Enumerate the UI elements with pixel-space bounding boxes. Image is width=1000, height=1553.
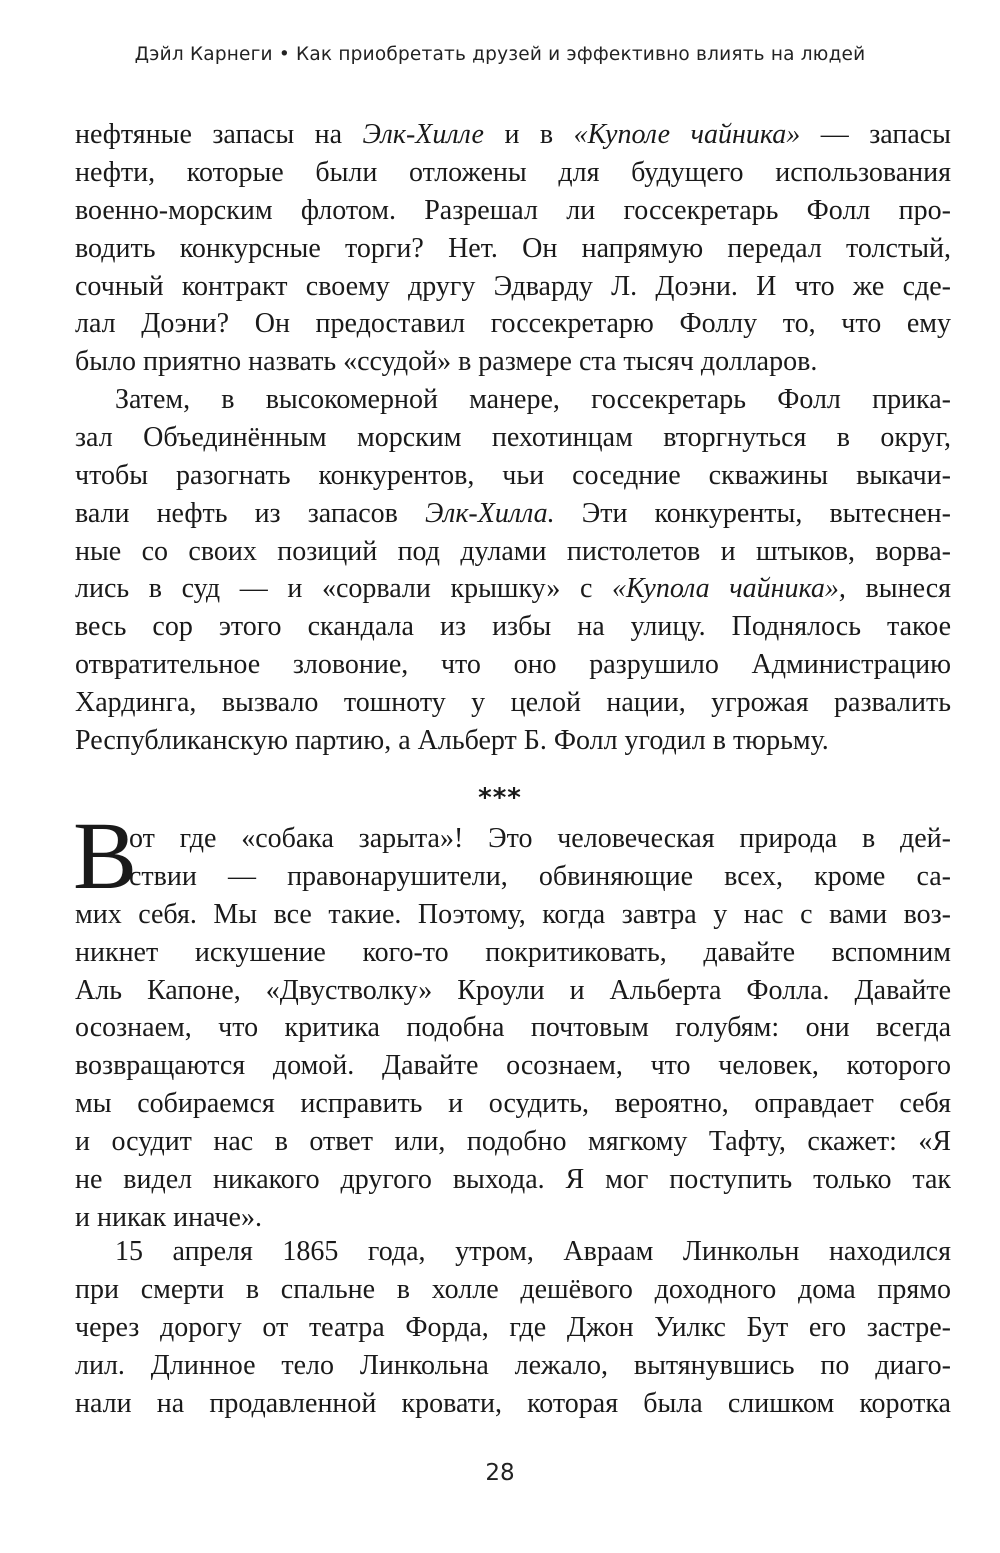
paragraph-1 — [75, 116, 951, 381]
text-line: мы собираемся исправить и осудить, вероятно, оправдает себя — [75, 1088, 951, 1120]
text-line: и никак иначе». — [75, 1201, 262, 1233]
text-line: нефтяные запасы на Элк-Хилле и в «Куполе чайника» — запасы — [75, 119, 951, 150]
text-line: никнет искушение кого-то покритиковать, давайте вспомним — [75, 936, 951, 968]
text-line: весь сор этого скандала из избы на улицу. Поднялось такое — [75, 611, 951, 643]
text-line: осознаем, что критика подобна почтовым голубям: они всегда — [75, 1012, 951, 1044]
text-line: 15 апреля 1865 года, утром, Авраам Линкольн находился — [115, 1236, 951, 1267]
text-line: Затем, в высокомерной манере, госсекретарь Фолл прика- — [115, 384, 951, 415]
text-line: ствии — правонарушители, обвиняющие всех, кроме са- — [129, 860, 951, 892]
text-line: при смерти в спальне в холле дешёвого доходного дома прямо — [75, 1273, 951, 1305]
text-line: водить конкурсные торги? Нет. Он напрямую передал толстый, — [75, 232, 951, 264]
text-line: чтобы разогнать конкурентов, чьи соседние скважины выкачи- — [75, 459, 951, 491]
text-line: Аль Капоне, «Двустволку» Кроули и Альберта Фолла. Давайте — [75, 974, 951, 1006]
text-line: Хардинга, вызвало тошноту у целой нации, угрожая развалить — [75, 687, 951, 719]
text-line: лись в суд — и «сорвали крышку» с «Купола чайника», вынеся — [75, 573, 951, 605]
text-line: нефти, которые были отложены для будущего использования — [75, 156, 951, 188]
page-number: 28 — [485, 1460, 515, 1486]
text-line: ные со своих позиций под дулами пистолетов и штыков, ворва- — [75, 535, 951, 567]
text-line: возвращаются домой. Давайте осознаем, что человек, которого — [75, 1050, 951, 1082]
drop-cap: В — [73, 802, 138, 909]
text-line: через дорогу от театра Форда, где Джон Уилкс Бут его застре- — [75, 1311, 951, 1343]
section-separator: *** — [478, 783, 522, 813]
paragraph-3 — [75, 820, 951, 1237]
text-line: военно-морским флотом. Разрешал ли госсекретарь Фолл про- — [75, 194, 951, 226]
text-line: было приятно назвать «ссудой» в размере ста тысяч долларов. — [75, 346, 818, 378]
text-line: от где «собака зарыта»! Это человеческая природа в дей- — [129, 823, 951, 854]
paragraph-4 — [75, 1233, 951, 1422]
text-line: лил. Длинное тело Линкольна лежало, вытянувшись по диаго- — [75, 1349, 951, 1381]
running-head: Дэйл Карнеги • Как приобретать друзей и эффективно влиять на людей — [134, 44, 866, 65]
text-line: зал Объединённым морским пехотинцам вторгнуться в округ, — [75, 421, 951, 453]
text-line: лал Доэни? Он предоставил госсекретарю Фоллу то, что ему — [75, 308, 951, 340]
text-line: отвратительное зловоние, что оно разрушило Администрацию — [75, 649, 951, 681]
text-line: сочный контракт своему другу Эдварду Л. Доэни. И что же сде- — [75, 270, 951, 302]
text-line: нали на продавленной кровати, которая была слишком коротка — [75, 1387, 951, 1419]
text-line: и осудит нас в ответ или, подобно мягкому Тафту, скажет: «Я — [75, 1126, 951, 1158]
text-line: мих себя. Мы все такие. Поэтому, когда завтра у нас с вами воз- — [75, 898, 951, 930]
text-line: вали нефть из запасов Элк-Хилла. Эти конкуренты, вытеснен- — [75, 497, 951, 529]
paragraph-2 — [75, 381, 951, 760]
text-line: Республиканскую партию, а Альберт Б. Фолл угодил в тюрьму. — [75, 725, 829, 757]
text-line: не видел никакого другого выхода. Я мог поступить только так — [75, 1164, 951, 1196]
